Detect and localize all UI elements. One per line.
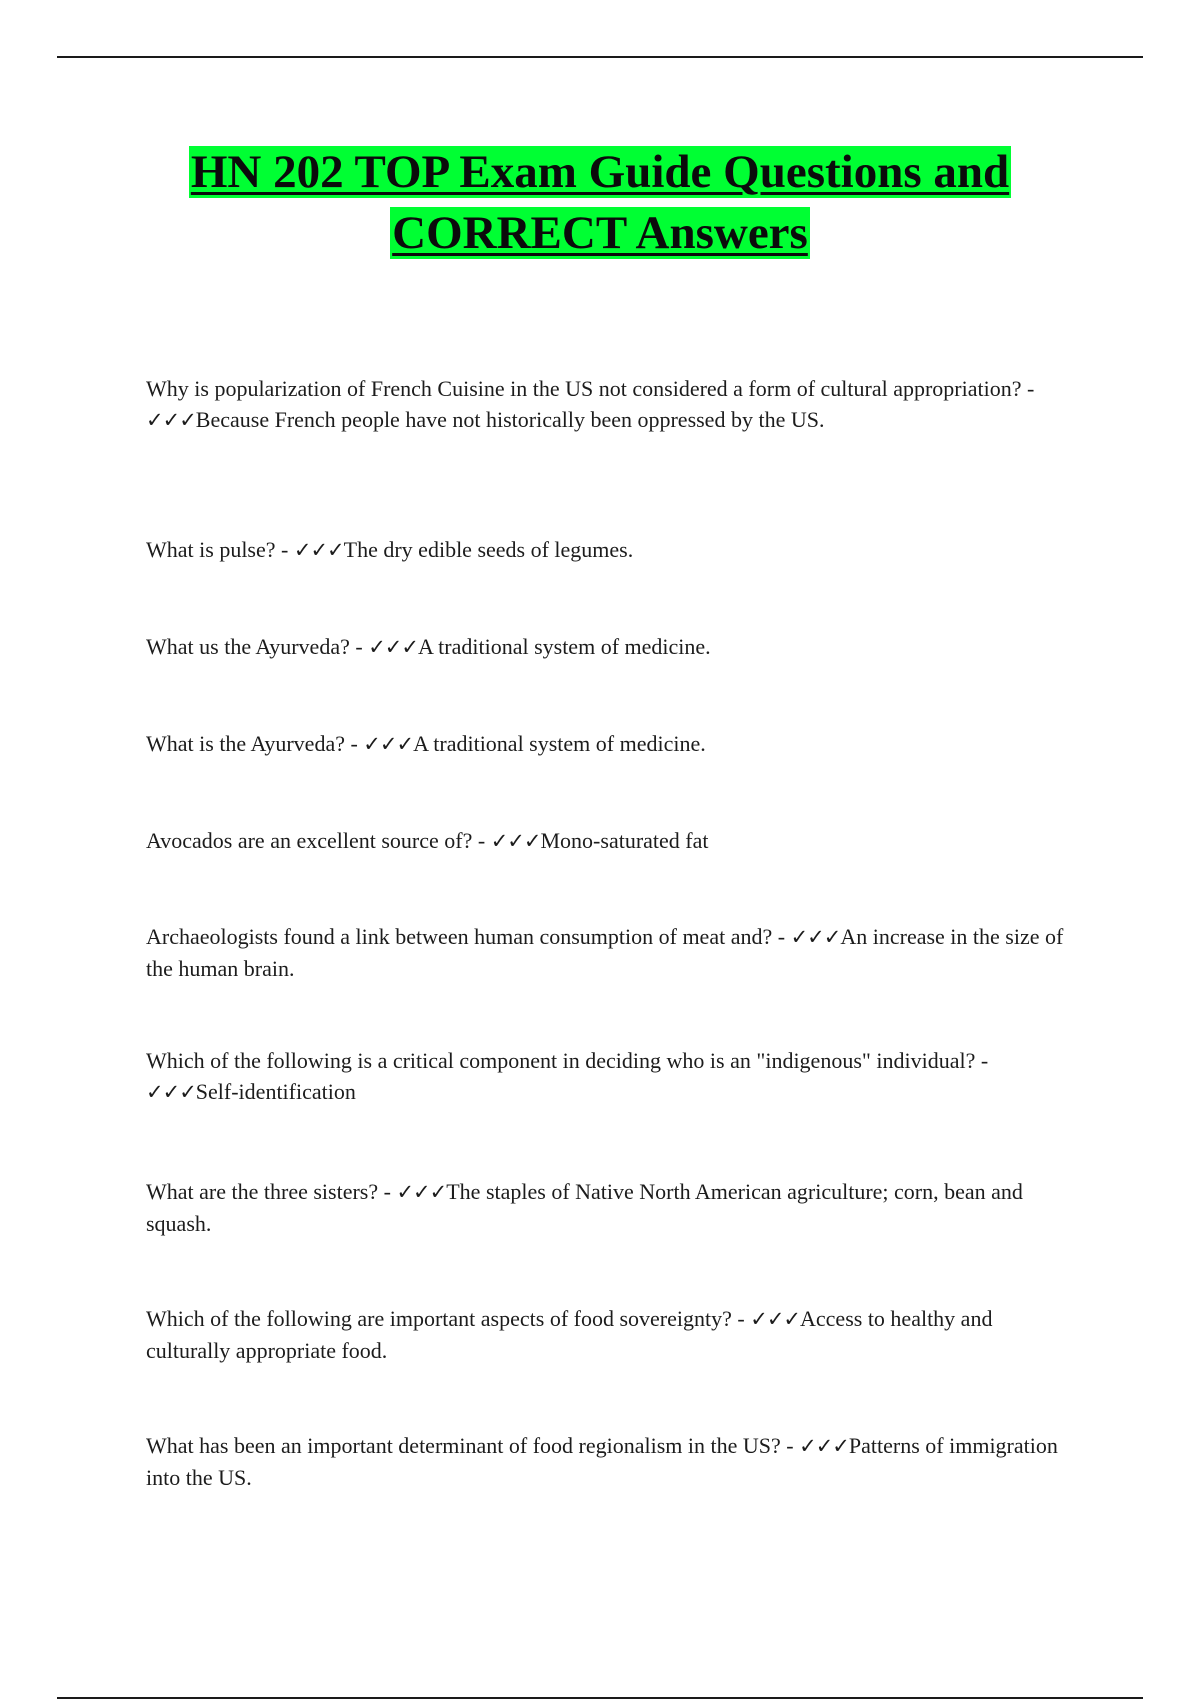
question-text: What has been an important determinant of food regionalism in the US? bbox=[146, 1433, 781, 1458]
triple-checkmark-icon: ✓✓✓ bbox=[490, 829, 541, 853]
question-text: Which of the following is a critical component in deciding who is an "indigenous" individual? bbox=[146, 1048, 976, 1073]
answer-text: An increase in the size of the human brain. bbox=[146, 924, 1064, 981]
triple-checkmark-icon: ✓✓✓ bbox=[293, 538, 344, 562]
qa-item bbox=[146, 1176, 1066, 1239]
answer-text: A traditional system of medicine. bbox=[417, 634, 711, 659]
triple-checkmark-icon: ✓✓✓ bbox=[368, 635, 418, 659]
separator: - bbox=[780, 1433, 800, 1458]
question-text: What are the three sisters? bbox=[146, 1179, 379, 1204]
separator: - bbox=[378, 1179, 397, 1204]
triple-checkmark-icon: ✓✓✓ bbox=[790, 925, 841, 949]
page-title-line-2: CORRECT Answers bbox=[392, 207, 808, 259]
qa-item bbox=[146, 1303, 1066, 1366]
page-title-line-1: HN 202 TOP Exam Guide Questions and bbox=[190, 146, 1010, 198]
separator: - bbox=[472, 828, 491, 853]
question-text: What is the Ayurveda? bbox=[146, 731, 345, 756]
footer-rule bbox=[57, 1697, 1143, 1699]
separator: - bbox=[349, 634, 369, 659]
qa-item bbox=[146, 921, 1066, 984]
question-text: What is pulse? bbox=[146, 537, 276, 562]
triple-checkmark-icon: ✓✓✓ bbox=[146, 408, 196, 432]
answer-text: Patterns of immigration into the US. bbox=[146, 1433, 1058, 1490]
qa-item bbox=[146, 373, 1066, 436]
qa-item bbox=[146, 728, 1066, 760]
answer-text: Because French people have not historically been oppressed by the US. bbox=[195, 407, 825, 432]
triple-checkmark-icon: ✓✓✓ bbox=[363, 732, 414, 756]
answer-text: Access to healthy and culturally appropriate food. bbox=[146, 1306, 993, 1363]
qa-item bbox=[146, 534, 1066, 566]
triple-checkmark-icon: ✓✓✓ bbox=[750, 1307, 801, 1331]
answer-text: A traditional system of medicine. bbox=[413, 731, 706, 756]
separator: - bbox=[975, 1048, 989, 1073]
question-text: Why is popularization of French Cuisine in the US not considered a form of cultural appropriation? bbox=[146, 376, 1022, 401]
qa-item bbox=[146, 631, 1066, 663]
answer-text: The dry edible seeds of legumes. bbox=[343, 537, 634, 562]
separator: - bbox=[344, 731, 364, 756]
answer-text: Self-identification bbox=[195, 1079, 356, 1104]
header-rule bbox=[57, 56, 1143, 58]
separator: - bbox=[731, 1306, 751, 1331]
answer-text: Mono-saturated fat bbox=[540, 828, 709, 853]
separator: - bbox=[772, 924, 791, 949]
separator: - bbox=[1021, 376, 1035, 401]
triple-checkmark-icon: ✓✓✓ bbox=[146, 1080, 196, 1104]
qa-item bbox=[146, 1430, 1066, 1493]
qa-item bbox=[146, 1045, 1066, 1108]
qa-item bbox=[146, 825, 1066, 857]
question-text: Which of the following are important aspects of food sovereignty? bbox=[146, 1306, 732, 1331]
question-text: Avocados are an excellent source of? bbox=[146, 828, 473, 853]
separator: - bbox=[275, 537, 294, 562]
question-text: Archaeologists found a link between human consumption of meat and? bbox=[146, 924, 773, 949]
question-text: What us the Ayurveda? bbox=[146, 634, 350, 659]
page-title bbox=[57, 142, 1143, 264]
triple-checkmark-icon: ✓✓✓ bbox=[799, 1434, 849, 1458]
triple-checkmark-icon: ✓✓✓ bbox=[396, 1180, 447, 1204]
answer-text: The staples of Native North American agriculture; corn, bean and squash. bbox=[146, 1179, 1023, 1236]
